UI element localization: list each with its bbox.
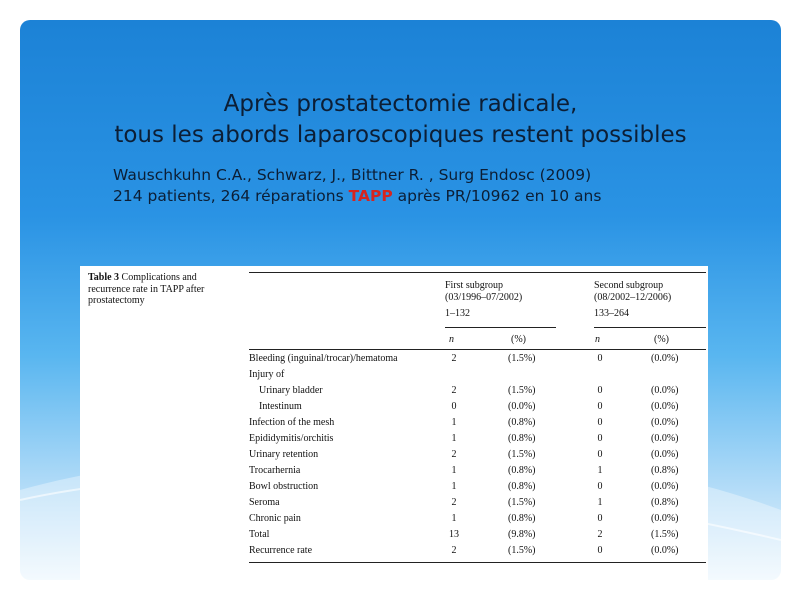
cell-n1: 1 [451, 433, 457, 444]
cell-p2: (0.0%) [651, 449, 679, 460]
cell-p1: (0.8%) [508, 481, 536, 492]
cell-n1: 0 [451, 401, 457, 412]
reference-details-post: après PR/10962 en 10 ans [397, 187, 602, 205]
table-bottom-rule [249, 562, 706, 563]
group1-period: (03/1996–07/2002) [445, 292, 523, 303]
cell-p2: (0.0%) [651, 417, 679, 428]
row-label: Urinary retention [249, 449, 319, 460]
cell-p1: (1.5%) [508, 449, 536, 460]
cell-n1: 2 [451, 385, 457, 396]
row-label: Urinary bladder [259, 385, 323, 396]
row-label: Seroma [249, 497, 280, 508]
reference-details [113, 186, 601, 207]
cell-p2: (0.0%) [651, 545, 679, 556]
table-row [249, 383, 706, 399]
group2-rule [594, 327, 706, 328]
table-row [249, 367, 706, 383]
cell-n1: 2 [451, 449, 457, 460]
group1-n-header: n [449, 334, 454, 345]
row-label: Recurrence rate [249, 545, 313, 556]
reference-citation: Wauschkuhn C.A., Schwarz, J., Bittner R. , Surg Endosc (2009) [113, 166, 592, 184]
cell-p2: (0.0%) [651, 401, 679, 412]
cell-p1: (0.0%) [508, 401, 536, 412]
cell-n2: 0 [597, 481, 603, 492]
slide-title-line2: tous les abords laparoscopiques restent possibles [114, 122, 687, 148]
group2-range: 133–264 [594, 308, 629, 319]
cell-p2: (1.5%) [651, 529, 679, 540]
table-caption-text: Complications and recurrence rate in TAPP after prostatectomy [88, 272, 205, 306]
cell-p1: (0.8%) [508, 513, 536, 524]
cell-n2: 0 [597, 433, 603, 444]
cell-n2: 1 [597, 465, 603, 476]
cell-p2: (0.0%) [651, 353, 679, 364]
group2-header [594, 280, 671, 320]
cell-p1: (1.5%) [508, 545, 536, 556]
group2-period: (08/2002–12/2006) [594, 292, 672, 303]
tapp-highlight: TAPP [348, 187, 393, 205]
group2-pct-header: (%) [654, 334, 669, 345]
group1-range: 1–132 [445, 308, 470, 319]
table-caption [88, 272, 238, 307]
table-caption-label: Table 3 [88, 272, 120, 283]
cell-n1: 1 [451, 481, 457, 492]
table-row [249, 351, 706, 367]
group1-rule [445, 327, 556, 328]
row-label: Trocarhernia [249, 465, 301, 476]
table-row [249, 479, 706, 495]
cell-p1: (0.8%) [508, 465, 536, 476]
cell-n2: 0 [597, 385, 603, 396]
cell-p2: (0.0%) [651, 513, 679, 524]
row-label: Bleeding (inguinal/trocar)/hematoma [249, 353, 398, 364]
table-row [249, 463, 706, 479]
cell-n2: 0 [597, 401, 603, 412]
row-label: Injury of [249, 369, 285, 380]
cell-p1: (0.8%) [508, 433, 536, 444]
cell-p1: (1.5%) [508, 385, 536, 396]
cell-n2: 1 [597, 497, 603, 508]
cell-n2: 0 [597, 417, 603, 428]
cell-n2: 0 [597, 545, 603, 556]
cell-n1: 13 [449, 529, 459, 540]
row-label: Bowl obstruction [249, 481, 319, 492]
cell-p1: (1.5%) [508, 353, 536, 364]
slide-title-line1: Après prostatectomie radicale, [223, 91, 578, 117]
table-row [249, 399, 706, 415]
group1-header [445, 280, 522, 320]
cell-p1: (9.8%) [508, 529, 536, 540]
row-label: Intestinum [259, 401, 302, 412]
table-row [249, 527, 706, 543]
row-label: Infection of the mesh [249, 417, 335, 428]
table-row [249, 511, 706, 527]
cell-p2: (0.0%) [651, 385, 679, 396]
row-label: Chronic pain [249, 513, 301, 524]
cell-n2: 0 [597, 353, 603, 364]
cell-n2: 2 [597, 529, 603, 540]
reference-details-pre: 214 patients, 264 réparations [113, 187, 344, 205]
group1-title: First subgroup [445, 280, 504, 291]
cell-n1: 1 [451, 465, 457, 476]
cell-p2: (0.8%) [651, 465, 679, 476]
group2-n-header: n [595, 334, 600, 345]
cell-p2: (0.0%) [651, 481, 679, 492]
cell-n1: 2 [451, 353, 457, 364]
header-bottom-rule [249, 349, 706, 350]
row-label: Epididymitis/orchitis [249, 433, 334, 444]
table-row [249, 543, 706, 559]
cell-p1: (1.5%) [508, 497, 536, 508]
table-row [249, 447, 706, 463]
group2-title: Second subgroup [594, 280, 664, 291]
group1-pct-header: (%) [511, 334, 526, 345]
cell-n2: 0 [597, 513, 603, 524]
cell-n2: 0 [597, 449, 603, 460]
cell-n1: 1 [451, 417, 457, 428]
cell-p1: (0.8%) [508, 417, 536, 428]
cell-n1: 1 [451, 513, 457, 524]
cell-n1: 2 [451, 545, 457, 556]
row-label: Total [249, 529, 270, 540]
table-top-rule [249, 272, 706, 273]
cell-n1: 2 [451, 497, 457, 508]
cell-p2: (0.8%) [651, 497, 679, 508]
cell-p2: (0.0%) [651, 433, 679, 444]
table-row [249, 495, 706, 511]
table-row [249, 431, 706, 447]
table-row [249, 415, 706, 431]
